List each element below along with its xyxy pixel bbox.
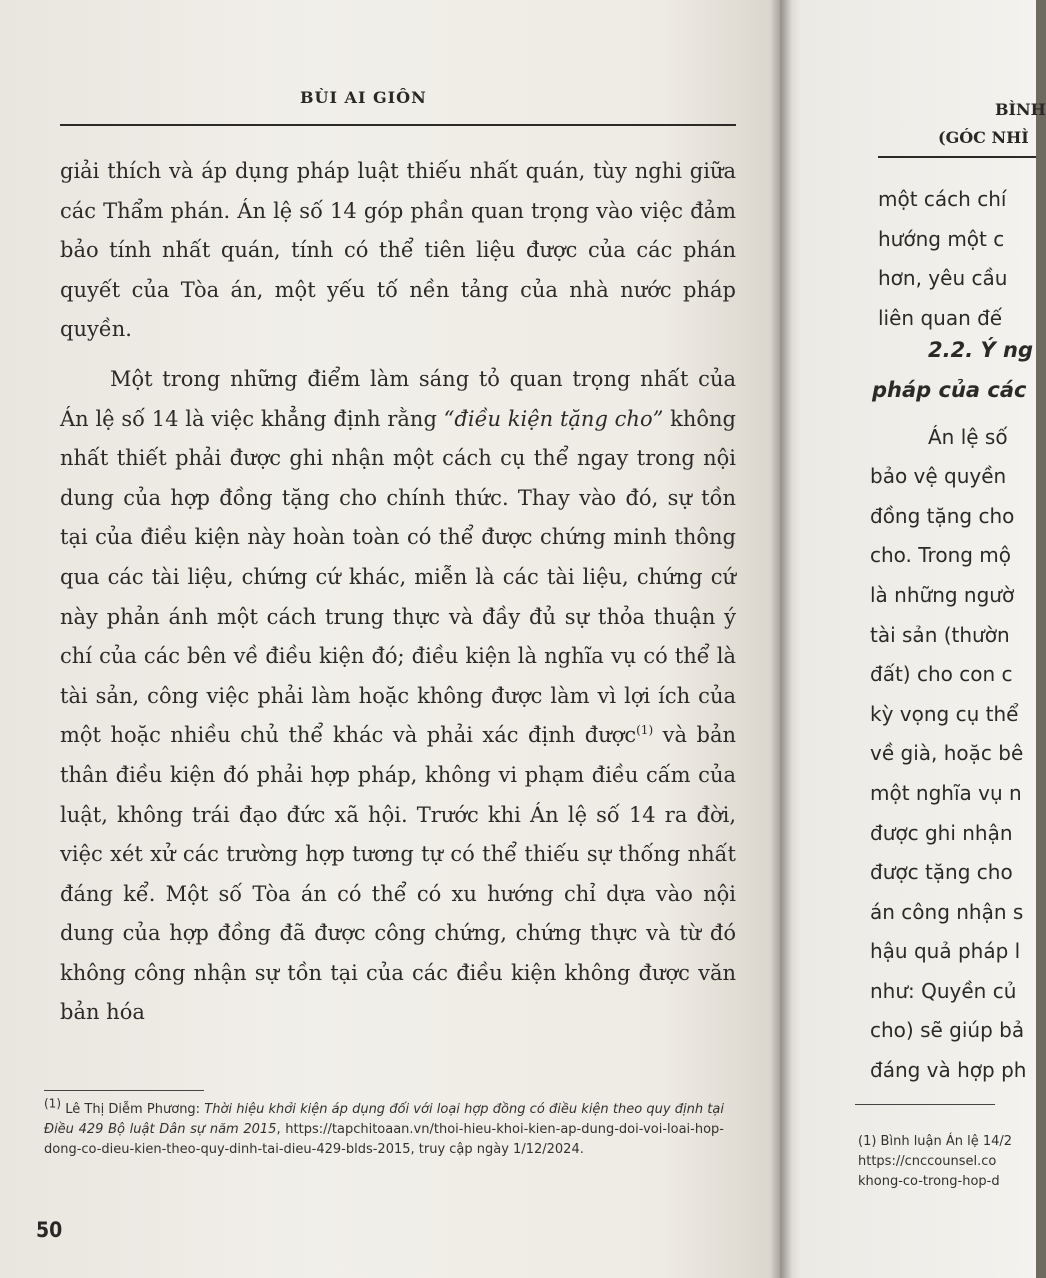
book-gutter [770,0,792,1278]
right-footnote-line: https://cnccounsel.co [858,1154,997,1169]
right-text-line: liên quan đế [878,305,1003,330]
right-text-line: một nghĩa vụ n [870,780,1022,805]
right-text-line: đáng và hợp ph [870,1058,1027,1083]
paragraph-2: Một trong những điểm làm sáng tỏ quan trọng nhất của Án lệ số 14 là việc khẳng định rằng “điều kiện tặng cho” không nhất thiết phải được ghi nhận một cách cụ thể ngay trong nội dung của hợp đồng tặng cho chính thức. Thay vào đó, sự tồn tại của điều kiện này hoàn toàn có thể được chứng minh thông qua các tài liệu, chứng cứ khác, miễn là các tài liệu, chứng cứ này phản ánh một cách trung thực và đầy đủ sự thỏa thuận ý chí của các bên về điều kiện đó; điều kiện là nghĩa vụ có thể là tài sản, công việc phải làm hoặc không được làm vì lợi ích của một hoặc nhiều chủ thể khác và phải xác định được$^{(1)}$ và bản thân điều kiện đó phải hợp pháp, không vi phạm điều cấm của luật, không trái đạo đức xã hội. Trước khi Án lệ số 14 ra đời, việc xét xử các trường hợp tương tự có thể thiếu sự thống nhất đáng kể. Một số Tòa án có thể có xu hướng chỉ dựa vào nội dung của hợp đồng đã được công chứng, chứng thực và từ đó không công nhận sự tồn tại của các điều kiện không được văn bản hóa [60,366,736,1025]
right-text-line: cho) sẽ giúp bả [870,1018,1025,1043]
header-rule-left [60,124,736,126]
right-text-line: một cách chí [878,187,1007,211]
running-head-left: BÙI AI GIÔN [300,88,427,107]
right-text-line: đất) cho con c [870,662,1013,687]
page-number: 50 [36,1218,63,1242]
footnote: $^{(1)}$ Lê Thị Diễm Phương: Thời hiệu khởi kiện áp dụng đối với loại hợp đồng có điều kiện theo quy định tại Điều 429 Bộ luật Dân sự năm 2015, https://tapchitoaan.vn/thoi-hieu-khoi-kien-ap-dung-doi-voi-loai-hop-dong-co-dieu-kien-theo-quy-dinh-tai-dieu-429-blds-2015, truy cập ngày 1/12/2024. [44,1096,724,1157]
quoted-term: “điều kiện tặng cho” [443,406,664,431]
right-text-line: được tặng cho [870,860,1013,885]
footnote-ref[interactable]: (1) [636,723,654,738]
right-text-line: án công nhận s [870,899,1024,924]
footnote-rule [44,1090,204,1091]
running-head-right-1: BÌNH [995,100,1046,119]
right-text-line: hơn, yêu cầu [878,266,1008,291]
right-text-line: hậu quả pháp l [870,939,1021,964]
right-text-line: 2.2. Ý ng [928,338,1033,363]
right-text-line: đồng tặng cho [870,503,1015,528]
right-text-line: bảo vệ quyền [870,464,1007,489]
running-head-right-2: (GÓC NHÌ [938,128,1029,147]
right-text-line: Án lệ số [928,424,1008,449]
paragraph-1: giải thích và áp dụng pháp luật thiếu nhất quán, tùy nghi giữa các Thẩm phán. Án lệ số 14 góp phần quan trọng vào việc đảm bảo tính nhất quán, tính có thể tiên liệu được của các phán quyết của Tòa án, một yếu tố nền tảng của nhà nước pháp quyền. [60,159,736,342]
right-footnote-line: khong-co-trong-hop-d [858,1174,1000,1189]
footnote-right [858,1132,1036,1192]
right-text-line: pháp của các [872,377,1027,402]
header-rule-right [878,156,1036,158]
right-footnote-line: (1) Bình luận Án lệ 14/2 [858,1134,1013,1149]
right-text-line: về già, hoặc bê [870,741,1024,766]
right-text-line: kỳ vọng cụ thể [870,701,1019,726]
right-body-text [862,180,1036,1091]
right-text-line: được ghi nhận [870,820,1013,845]
right-text-line: cho. Trong mộ [870,543,1012,568]
footnote-rule-right [855,1104,995,1105]
right-text-line: hướng một c [878,226,1005,251]
left-body-text [60,152,736,1043]
right-text-line: tài sản (thườn [870,622,1010,647]
right-text-line: như: Quyền củ [870,978,1017,1003]
right-text-line: là những ngườ [870,582,1015,607]
